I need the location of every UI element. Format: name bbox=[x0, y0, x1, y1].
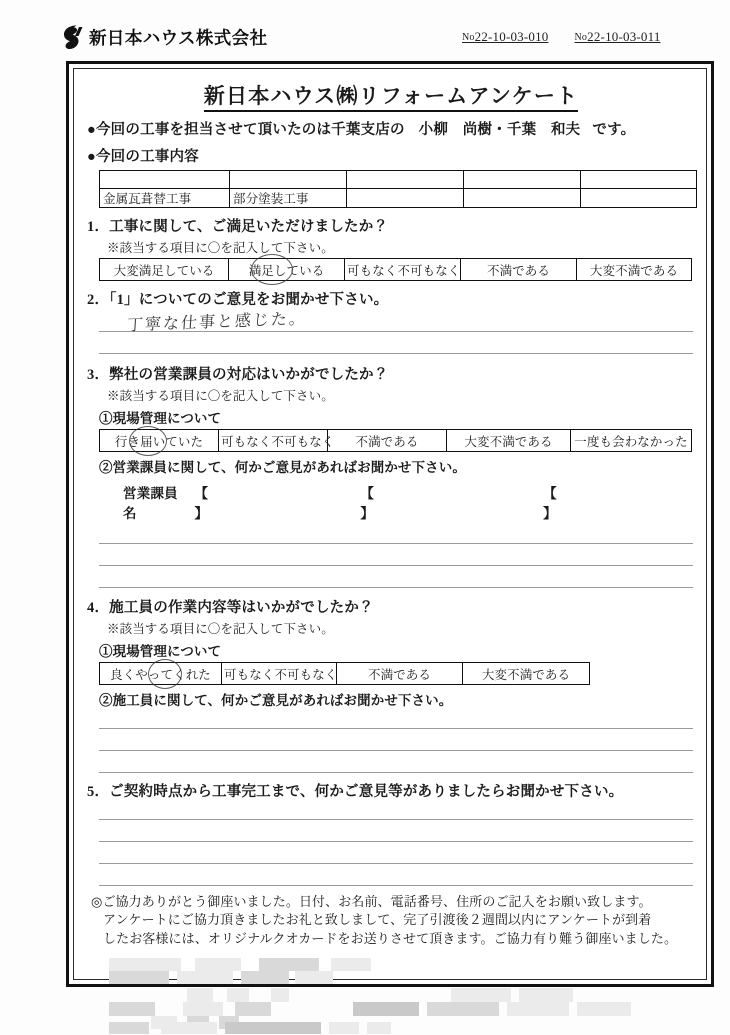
question-2-answer-area[interactable] bbox=[81, 308, 701, 354]
work-content-row-blank bbox=[100, 171, 697, 189]
bracket-open: 【 bbox=[360, 486, 375, 501]
q1-option-1[interactable]: 満足している bbox=[229, 259, 345, 281]
question-1-options-table bbox=[99, 258, 692, 281]
question-4-options-table bbox=[99, 662, 590, 685]
question-1-note: ※該当する項目に〇を記入して下さい。 bbox=[107, 241, 334, 255]
closing-line-1: ◎ご協力ありがとう御座いました。日付、お名前、電話番号、住所のご記入をお願い致します。 bbox=[91, 894, 652, 909]
work-content-cell-top-3 bbox=[347, 171, 464, 189]
form-sheet bbox=[81, 72, 701, 978]
question-3-title: 3．弊社の営業課員の対応はいかがでしたか？ bbox=[87, 367, 389, 383]
intro-staff-line bbox=[87, 118, 701, 139]
table-row bbox=[100, 663, 590, 685]
question-4-note: ※該当する項目に〇を記入して下さい。 bbox=[107, 622, 334, 636]
staff-name-bracket-3[interactable] bbox=[543, 482, 701, 522]
work-content-cell-top-4 bbox=[464, 171, 581, 189]
question-3-staff-name-row[interactable] bbox=[123, 482, 701, 522]
company-name: 新日本ハウス株式会社 bbox=[89, 28, 268, 49]
work-content-cell-5 bbox=[581, 189, 697, 208]
q1-option-0[interactable]: 大変満足している bbox=[100, 259, 229, 281]
question-4-title: 4．施工員の作業内容等はいかがでしたか？ bbox=[87, 600, 374, 616]
question-4-subsection-1: ①現場管理について bbox=[99, 644, 222, 659]
question-3-answer-area[interactable] bbox=[81, 528, 701, 588]
intro-staff-suffix: です。 bbox=[592, 122, 636, 138]
work-content-cell-2: 部分塗装工事 bbox=[230, 189, 347, 208]
bracket-close: 】 bbox=[360, 506, 375, 521]
q1-option-3[interactable]: 不満である bbox=[461, 259, 577, 281]
question-2-handwritten-answer: 丁寧な仕事と感じた。 bbox=[126, 308, 308, 335]
q4-option-2[interactable]: 不満である bbox=[337, 663, 463, 685]
table-row bbox=[100, 259, 692, 281]
q1-option-4[interactable]: 大変不満である bbox=[577, 259, 692, 281]
question-1-title: 1．工事に関して、ご満足いただけましたか？ bbox=[87, 219, 389, 235]
document-numbers bbox=[462, 29, 661, 45]
bracket-close: 】 bbox=[543, 506, 557, 521]
answer-rule-line bbox=[99, 353, 693, 354]
staff-name-bracket-1[interactable] bbox=[194, 482, 352, 522]
table-row bbox=[100, 430, 692, 452]
document-number-1: No22-10-03-010 bbox=[462, 29, 549, 44]
q3-option-3[interactable]: 大変不満である bbox=[447, 430, 571, 452]
q3-option-4[interactable]: 一度も会わなかった bbox=[571, 430, 692, 452]
q4-option-3[interactable]: 大変不満である bbox=[463, 663, 590, 685]
answer-rule-line bbox=[99, 587, 693, 588]
bracket-close: 】 bbox=[194, 506, 209, 521]
work-content-cell-3 bbox=[347, 189, 464, 208]
closing-line-3: したお客様には、オリジナルクオカードをお送りさせて頂きます。ご協力有り難う御座いました。 bbox=[103, 930, 678, 946]
swoosh-logo-icon bbox=[62, 24, 84, 50]
work-content-cell-4 bbox=[464, 189, 581, 208]
question-3-subsection-2: ②営業課員に関して、何かご意見があればお聞かせ下さい。 bbox=[99, 460, 466, 475]
bullet-glyph: ● bbox=[87, 122, 96, 138]
question-5-answer-area[interactable] bbox=[81, 803, 701, 886]
document-number-2: No22-10-03-011 bbox=[574, 29, 661, 44]
question-2-title: 2．「1」についてのご意見をお聞かせ下さい。 bbox=[87, 292, 389, 308]
question-3-options-table bbox=[99, 429, 692, 452]
work-content-cell-top-5 bbox=[581, 171, 697, 189]
bracket-open: 【 bbox=[543, 486, 557, 501]
work-content-cell-top-1 bbox=[100, 171, 230, 189]
answer-rule-line bbox=[99, 772, 693, 773]
page-title: 新日本ハウス㈱リフォームアンケート bbox=[81, 80, 701, 110]
staff-name-bracket-2[interactable] bbox=[360, 482, 537, 522]
question-5-title: 5．ご契約時点から工事完工まで、何かご意見等がありましたらお聞かせ下さい。 bbox=[87, 784, 624, 800]
q4-option-1[interactable]: 可もなく不可もなく bbox=[222, 663, 337, 685]
answer-rule-line bbox=[99, 885, 693, 886]
masthead bbox=[62, 24, 716, 58]
work-content-cell-1: 金属瓦葺替工事 bbox=[100, 189, 230, 208]
staff-name-label: 営業課員名 bbox=[123, 486, 178, 521]
intro-work-content-label bbox=[87, 145, 701, 166]
q3-option-2[interactable]: 不満である bbox=[328, 430, 447, 452]
intro-staff-names: 小柳 尚樹・千葉 和夫 bbox=[418, 122, 581, 138]
question-4-answer-area[interactable] bbox=[81, 713, 701, 773]
work-content-table bbox=[99, 170, 697, 208]
intro-staff-prefix: 今回の工事を担当させて頂いたのは千葉支店の bbox=[95, 122, 405, 138]
bracket-open: 【 bbox=[194, 486, 209, 501]
bullet-glyph: ● bbox=[87, 149, 96, 165]
q1-option-2[interactable]: 可もなく不可もなく bbox=[345, 259, 461, 281]
closing-note bbox=[91, 893, 701, 948]
question-4-subsection-2: ②施工員に関して、何かご意見があればお聞かせ下さい。 bbox=[99, 693, 453, 708]
q4-option-0[interactable]: 良くやってくれた bbox=[100, 663, 222, 685]
form-border-outer bbox=[66, 61, 714, 987]
question-3-note: ※該当する項目に〇を記入して下さい。 bbox=[107, 389, 334, 403]
redacted-personal-info-block bbox=[95, 956, 695, 1034]
q3-option-1[interactable]: 可もなく不可もなく bbox=[219, 430, 328, 452]
q3-option-0[interactable]: 行き届いていた bbox=[100, 430, 219, 452]
work-content-cell-top-2 bbox=[230, 171, 347, 189]
work-content-label: 今回の工事内容 bbox=[95, 149, 199, 165]
closing-line-2: アンケートにご協力頂きましたお礼と致しまして、完了引渡後２週間以内にアンケートが到着 bbox=[103, 912, 652, 928]
question-3-subsection-1: ①現場管理について bbox=[99, 411, 222, 426]
work-content-row-values bbox=[100, 189, 697, 208]
